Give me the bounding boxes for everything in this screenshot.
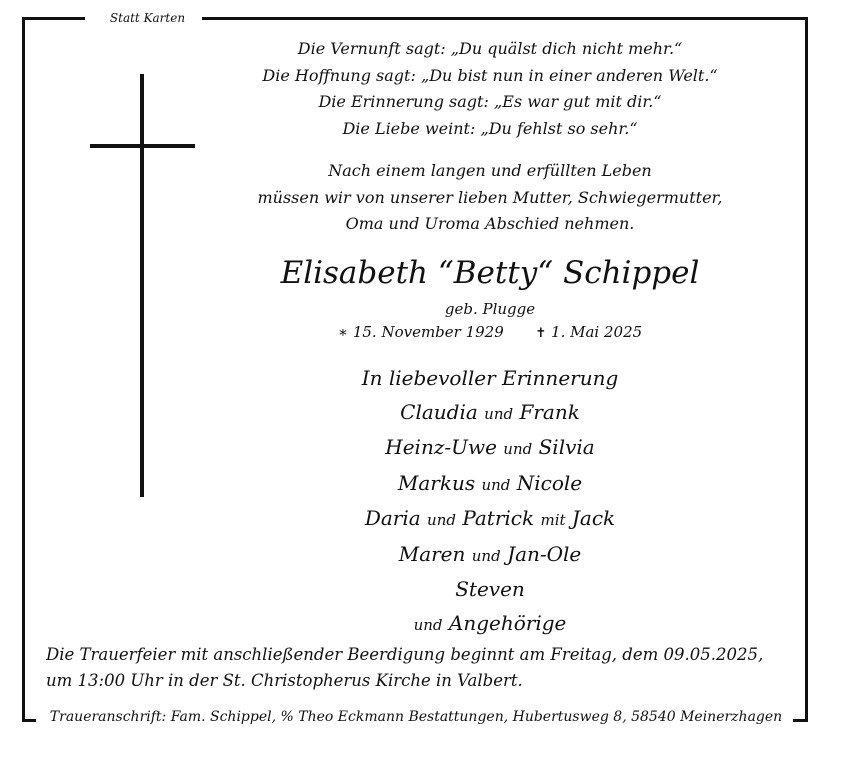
- death-date: 1. Mai 2025: [551, 323, 643, 341]
- verse-line: Die Liebe weint: „Du fehlst so sehr.“: [342, 118, 638, 138]
- mourners: [140, 362, 840, 642]
- verse-line: Die Erinnerung sagt: „Es war gut mit dir.“: [318, 92, 662, 111]
- mourner-line: Steven: [455, 577, 525, 601]
- mourner-line: und Angehörige: [413, 610, 567, 635]
- deceased-name: Elisabeth “Betty“ Schippel: [280, 255, 700, 291]
- verse-line: Die Hoffnung sagt: „Du bist nun in einer anderen Welt.“: [262, 65, 718, 85]
- life-dates: [140, 321, 840, 345]
- death-cross-icon: ✝: [535, 326, 547, 341]
- funeral-info: [46, 642, 763, 694]
- frame-bottom-left: [22, 719, 36, 722]
- funeral-line: um 13:00 Uhr in der St. Christopherus Kirche in Valbert.: [46, 671, 523, 690]
- birth-name: geb. Plugge: [444, 300, 536, 318]
- intro-line: Nach einem langen und erfüllten Leben: [328, 161, 652, 180]
- intro-text: [140, 158, 840, 238]
- mourning-address: Traueranschrift: Fam. Schippel, % Theo Eckmann Bestattungen, Hubertusweg 8, 58540 Meinerzhagen: [49, 709, 783, 725]
- verse-line: Die Vernunft sagt: „Du quälst dich nicht mehr.“: [297, 39, 683, 58]
- verse: [140, 36, 840, 142]
- intro-line: Oma und Uroma Abschied nehmen.: [345, 214, 635, 233]
- mourner-line: Maren und Jan-Ole: [398, 541, 582, 566]
- birth-date: 15. November 1929: [352, 323, 504, 341]
- frame-top-right: [202, 17, 808, 20]
- header-label: Statt Karten: [109, 11, 186, 25]
- mourners-heading: In liebevoller Erinnerung: [361, 366, 619, 390]
- intro-line: müssen wir von unserer lieben Mutter, Schwiegermutter,: [257, 187, 723, 207]
- mourner-line: Markus und Nicole: [397, 470, 583, 495]
- frame-bottom-right: [793, 719, 808, 722]
- mourner-line: Daria und Patrick mit Jack: [364, 506, 616, 530]
- mourner-line: Claudia und Frank: [400, 399, 580, 424]
- frame-left: [22, 17, 25, 722]
- birth-star-icon: ∗: [337, 323, 349, 341]
- funeral-line: Die Trauerfeier mit anschließender Beerdigung beginnt am Freitag, dem 09.05.2025,: [46, 645, 764, 664]
- mourner-line: Heinz-Uwe und Silvia: [385, 435, 595, 459]
- frame-top-left: [22, 17, 85, 20]
